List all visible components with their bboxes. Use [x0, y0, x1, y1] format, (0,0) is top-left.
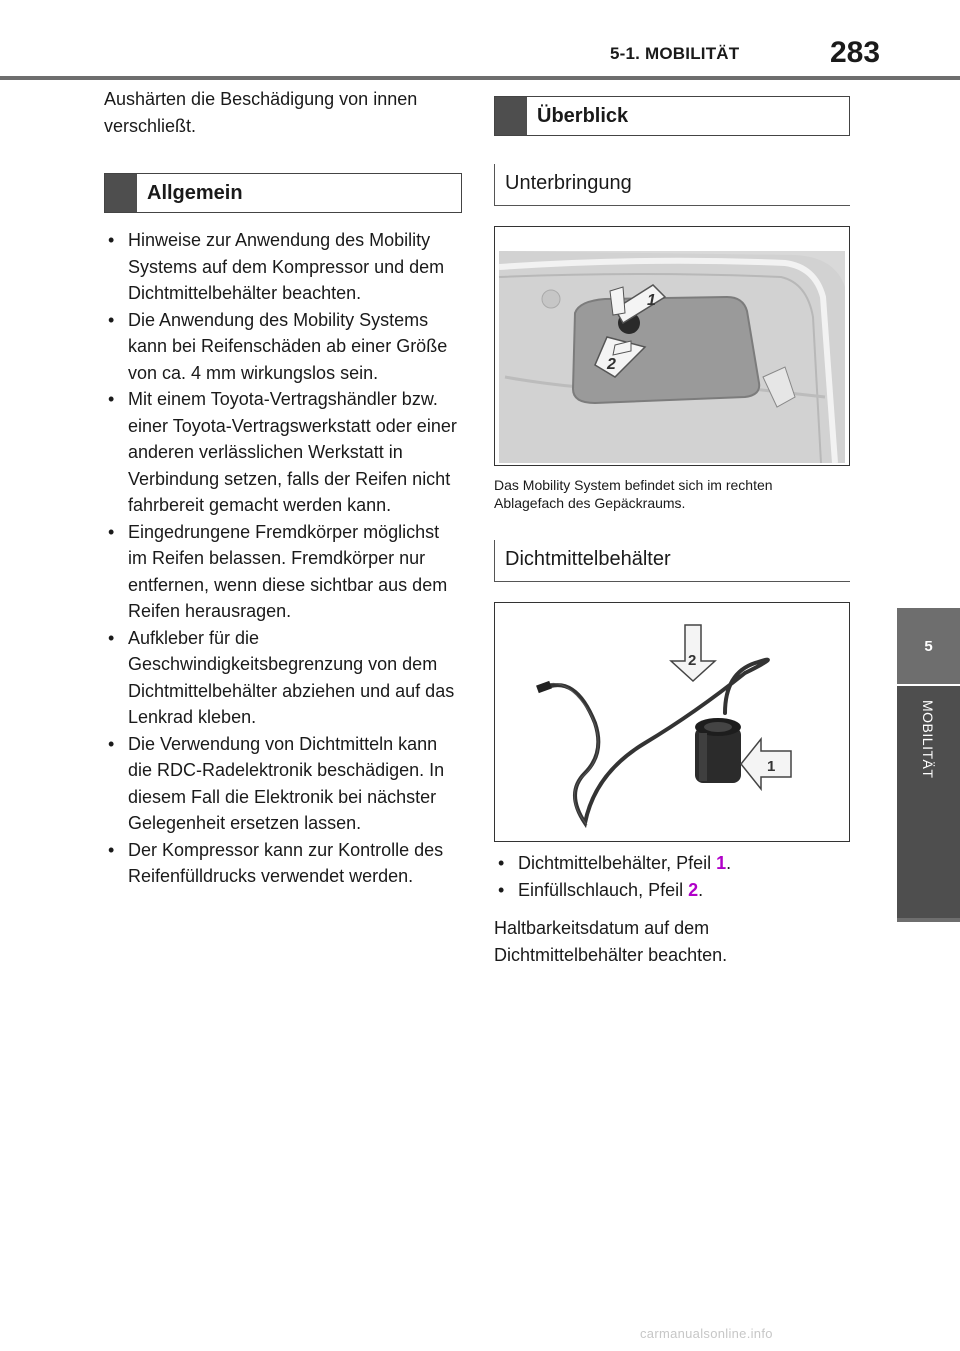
figure-label-2: 2 [688, 652, 697, 669]
sealant-container-figure [494, 602, 850, 842]
figure-label-2: 2 [607, 356, 616, 373]
figure-caption: Das Mobility System befindet sich im rechten Ablagefach des Gepäckraums. [494, 477, 773, 511]
item-end: . [698, 879, 704, 900]
intro-text: Aushärten die Beschädigung von innen verschließt. [104, 89, 418, 136]
item-end: . [726, 853, 732, 873]
heading-allgemein [104, 173, 462, 213]
section-title: 5-1. MOBILITÄT [610, 44, 740, 63]
chapter-tab-number: 5 [897, 608, 960, 684]
list-item: • Hinweise zur Anwendung des Mobility Systems auf dem Kompressor und dem Dichtmittelbehälter beachten. [104, 227, 462, 307]
item-text: Einfüllschlauch, Pfeil [518, 879, 689, 900]
heading-bar [495, 97, 527, 135]
item-text: Dichtmittelbehälter, Pfeil [518, 853, 717, 873]
subheading-unterbringung: Unterbringung [494, 164, 850, 206]
list-item [494, 877, 850, 904]
page-number: 283 [830, 36, 881, 69]
heading-text: Allgemein [147, 181, 243, 204]
trunk-compartment-figure [494, 226, 850, 466]
figure-label-1: 1 [767, 758, 776, 775]
subheading-dichtmittelbehaelter: Dichtmittelbehälter [494, 540, 850, 582]
arrow-number: 1 [716, 853, 727, 873]
sealant-illustration [495, 603, 849, 841]
footer-watermark: carmanualsonline.info [640, 1326, 773, 1341]
trunk-illustration [495, 227, 849, 465]
chapter-tab-label: MOBILITÄT [920, 700, 936, 779]
heading-bar [105, 174, 137, 212]
parts-list [494, 850, 850, 903]
list-item: • Die Anwendung des Mobility Systems kann bei Reifenschäden ab einer Größe von ca. 4 mm wirkungslos sein. [104, 307, 462, 387]
left-column [104, 86, 462, 890]
heading-text: Überblick [537, 104, 629, 127]
list-item: • Mit einem Toyota-Vertragshändler bzw. einer Toyota-Vertragswerkstatt oder einer anderen verlässlichen Werkstatt in Verbindung setzen, falls der Reifen nicht fahrbereit gemacht werden kann. [104, 386, 462, 519]
list-item: • Eingedrungene Fremdkörper möglichst im Reifen belassen. Fremdkörper nur entfernen, wenn diese sichtbar aus dem Reifen herausragen. [104, 519, 462, 625]
arrow-number: 2 [688, 879, 699, 900]
chapter-tab-rule [897, 918, 960, 922]
list-item: • Der Kompressor kann zur Kontrolle des Reifenfülldrucks verwendet werden. [104, 837, 462, 890]
general-list [104, 227, 462, 890]
right-column [494, 96, 850, 968]
list-item [494, 850, 850, 877]
note-text: Haltbarkeitsdatum auf dem Dichtmittelbehälter beachten. [494, 918, 728, 965]
list-item: • Die Verwendung von Dichtmitteln kann die RDC-Radelektronik beschädigen. In diesem Fall die Elektronik bei nächster Gelegenheit ersetzen lassen. [104, 731, 462, 837]
header-rule [0, 76, 960, 80]
figure-label-1: 1 [647, 292, 656, 309]
heading-ueberblick [494, 96, 850, 136]
list-item: • Aufkleber für die Geschwindigkeitsbegrenzung von dem Dichtmittelbehälter abziehen und auf das Lenkrad kleben. [104, 625, 462, 731]
